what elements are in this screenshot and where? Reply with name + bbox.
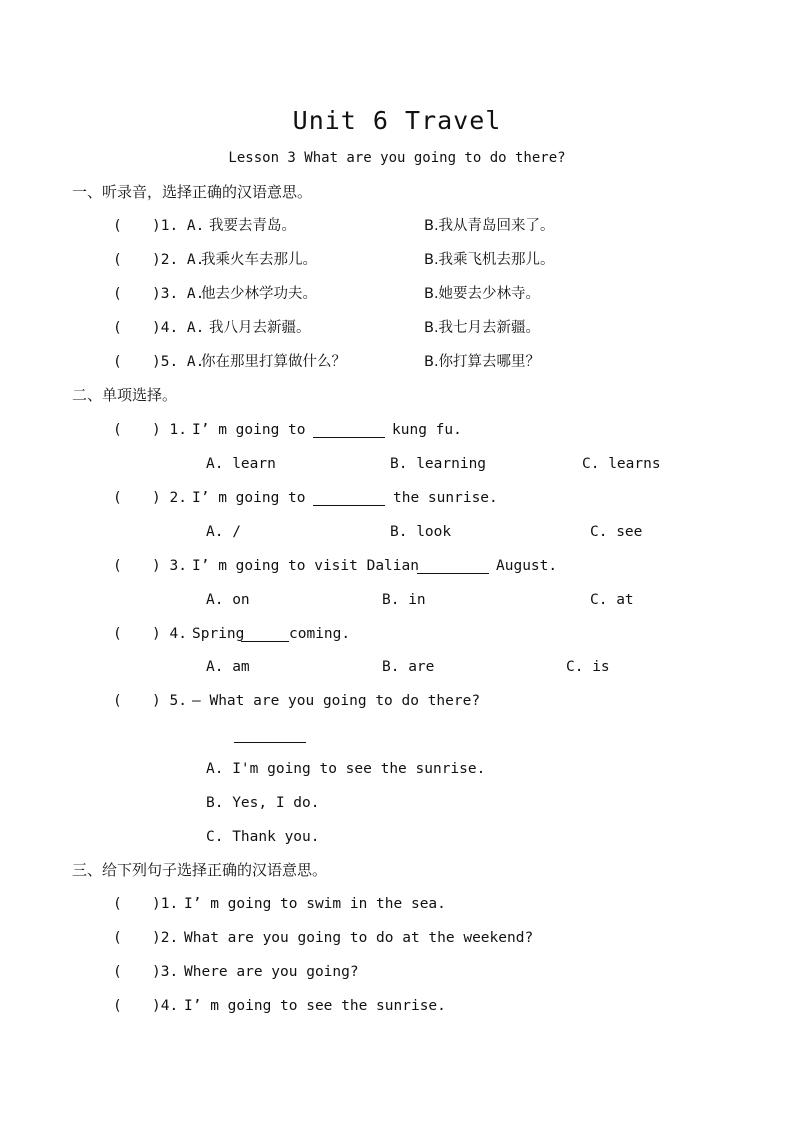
question-number: ) 4.	[152, 626, 187, 642]
answer-paren: (	[113, 320, 122, 336]
sentence-text: What are you going to do at the weekend?	[184, 930, 534, 946]
option-a: A. learn	[206, 456, 276, 472]
option-c: C. is	[566, 659, 610, 675]
answer-paren: (	[113, 422, 122, 438]
option-a: A. I'm going to see the sunrise.	[206, 761, 486, 777]
page-title: Unit 6 Travel	[292, 106, 502, 135]
item-number: )2. A.	[152, 252, 205, 268]
item-number: )4.	[152, 998, 179, 1014]
item-number: )3. A.	[152, 286, 205, 302]
option-a: A. am	[206, 659, 250, 675]
question-number: ) 1.	[152, 422, 187, 438]
answer-paren: (	[113, 693, 122, 709]
option-b: B.你打算去哪里？	[424, 354, 541, 370]
answer-paren: (	[113, 998, 122, 1014]
question-number: ) 5.	[152, 693, 187, 709]
option-a: 你在那里打算做什么？	[201, 354, 346, 370]
answer-blank	[241, 641, 289, 642]
answer-paren: (	[113, 252, 122, 268]
question-text-end: August.	[496, 558, 558, 574]
lesson-subtitle: Lesson 3 What are you going to do there?	[228, 150, 566, 166]
answer-paren: (	[113, 896, 122, 912]
answer-paren: (	[113, 218, 122, 234]
sentence-text: I’ m going to swim in the sea.	[184, 896, 446, 912]
item-number: )5. A.	[152, 354, 205, 370]
answer-blank	[313, 437, 385, 438]
option-c: C. learns	[582, 456, 661, 472]
question-text-end: coming.	[289, 626, 351, 642]
option-a: 我八月去新疆。	[209, 320, 311, 336]
option-b: B. learning	[390, 456, 487, 472]
option-b: B.她要去少林寺。	[424, 286, 541, 302]
question-text: I’ m going to visit Dalian	[192, 558, 419, 574]
answer-blank	[234, 742, 306, 743]
section2-heading: 二、单项选择。	[72, 386, 178, 404]
option-b: B. are	[382, 659, 435, 675]
option-b: B. Yes, I do.	[206, 795, 320, 811]
answer-paren: (	[113, 964, 122, 980]
option-a: A. on	[206, 592, 250, 608]
sentence-text: Where are you going?	[184, 964, 359, 980]
option-b: B. look	[390, 524, 452, 540]
answer-paren: (	[113, 930, 122, 946]
option-c: C. at	[590, 592, 634, 608]
answer-paren: (	[113, 626, 122, 642]
answer-paren: (	[113, 354, 122, 370]
answer-blank	[313, 505, 385, 506]
answer-paren: (	[113, 490, 122, 506]
option-c: C. see	[590, 524, 643, 540]
question-text-end: the sunrise.	[393, 490, 498, 506]
section1-heading: 一、听录音，选择正确的汉语意思。	[72, 183, 313, 201]
option-c: C. Thank you.	[206, 829, 320, 845]
section3-heading: 三、给下列句子选择正确的汉语意思。	[72, 861, 328, 879]
question-text-end: kung fu.	[392, 422, 462, 438]
question-text: Spring	[192, 626, 245, 642]
option-a: 他去少林学功夫。	[201, 286, 317, 302]
option-b: B.我七月去新疆。	[424, 320, 541, 336]
option-b: B.我乘飞机去那儿。	[424, 252, 555, 268]
option-b: B. in	[382, 592, 426, 608]
question-number: ) 2.	[152, 490, 187, 506]
option-b: B.我从青岛回来了。	[424, 218, 555, 234]
item-number: )2.	[152, 930, 179, 946]
question-text: I’ m going to	[192, 422, 306, 438]
item-number: )1.	[152, 896, 179, 912]
option-a: 我要去青岛。	[209, 218, 296, 234]
item-number: )4. A.	[152, 320, 205, 336]
sentence-text: I’ m going to see the sunrise.	[184, 998, 446, 1014]
question-text: — What are you going to do there?	[192, 693, 481, 709]
item-number: )1. A.	[152, 218, 205, 234]
question-number: ) 3.	[152, 558, 187, 574]
question-text: I’ m going to	[192, 490, 306, 506]
option-a: 我乘火车去那儿。	[201, 252, 317, 268]
option-a: A. /	[206, 524, 241, 540]
answer-paren: (	[113, 558, 122, 574]
answer-paren: (	[113, 286, 122, 302]
answer-blank	[417, 573, 489, 574]
item-number: )3.	[152, 964, 179, 980]
